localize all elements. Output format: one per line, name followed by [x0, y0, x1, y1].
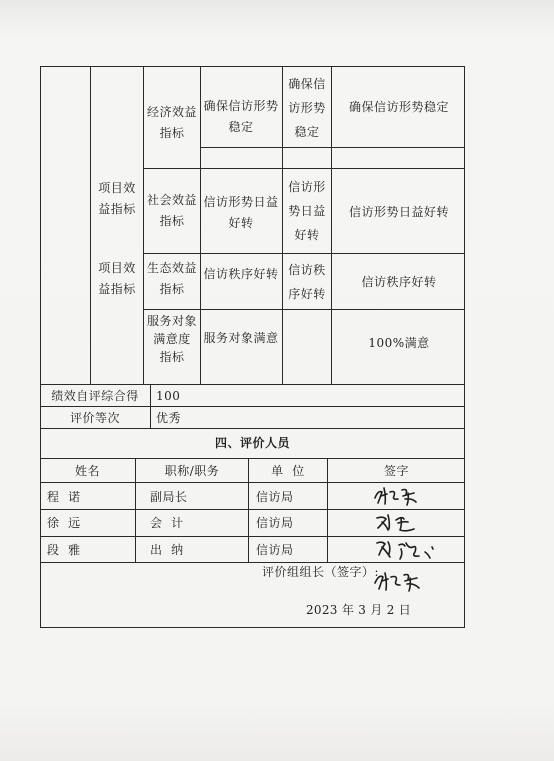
score-value: 100 [156, 389, 181, 403]
evaluator-unit: 信访局 [256, 516, 294, 530]
row-divider [143, 253, 465, 254]
evaluator-name: 徐 远 [47, 516, 81, 530]
actual-cell: 确保信访形势稳定 [348, 100, 449, 114]
actual-cell: 信访秩序好转 [361, 275, 437, 289]
col-divider [282, 66, 283, 384]
actual-cell: 信访形势日益好转 [348, 205, 449, 219]
header-name: 姓名 [74, 464, 100, 478]
evaluator-unit: 信访局 [256, 543, 294, 557]
row-divider [40, 482, 465, 483]
evaluator-unit: 信访局 [256, 490, 294, 504]
evaluator-title: 副局长 [150, 490, 188, 504]
target-cell: 信访秩序好转 [288, 263, 326, 301]
content-cell: 服务对象满意 [203, 331, 279, 345]
evaluator-name: 段 雅 [47, 543, 81, 557]
indicator-cell: 经济效益 指标 [146, 105, 197, 140]
row-divider [40, 384, 465, 385]
row-divider [143, 309, 465, 310]
leader-signature [372, 568, 426, 594]
target-cell: 信访形势日益好转 [288, 180, 326, 242]
signature-xu [374, 510, 420, 534]
content-cell: 信访形势日益好转 [203, 195, 279, 230]
grade-label: 评价等次 [69, 411, 120, 425]
col-divider [143, 66, 144, 384]
col-divider [331, 66, 332, 384]
header-title: 职称/职务 [164, 464, 220, 478]
evaluation-date: 2023 年 3 月 2 日 [306, 603, 412, 617]
signature-duan [373, 537, 443, 563]
evaluator-name: 程 诺 [47, 490, 81, 504]
section-title: 四、评价人员 [214, 436, 290, 450]
indicator-cell: 生态效益 指标 [146, 261, 197, 296]
score-label: 绩效自评综合得 [51, 389, 139, 403]
indicator-cell: 社会效益 指标 [146, 193, 197, 228]
grade-value: 优秀 [156, 411, 182, 425]
col-divider [200, 66, 201, 384]
row-divider [200, 147, 465, 148]
content-cell: 信访秩序好转 [203, 267, 279, 281]
header-signature: 签字 [383, 464, 409, 478]
group-label: 项目效 益指标 [98, 261, 136, 296]
indicator-cell: 服务对象满意度 指标 [146, 314, 197, 364]
col-divider [90, 66, 91, 384]
row-divider [143, 168, 465, 169]
target-cell: 确保信访形势稳定 [288, 77, 326, 139]
leader-signature-label: 评价组组长（签字）: [262, 565, 380, 579]
content-cell: 确保信访形势稳定 [203, 99, 279, 134]
actual-cell: 100%满意 [368, 336, 430, 350]
evaluator-title: 会 计 [150, 516, 184, 530]
header-unit: 单 位 [271, 464, 305, 478]
signature-cheng [372, 484, 422, 508]
group-label: 项目效 益指标 [98, 181, 136, 216]
evaluator-title: 出 纳 [150, 543, 184, 557]
row-divider [40, 458, 465, 459]
